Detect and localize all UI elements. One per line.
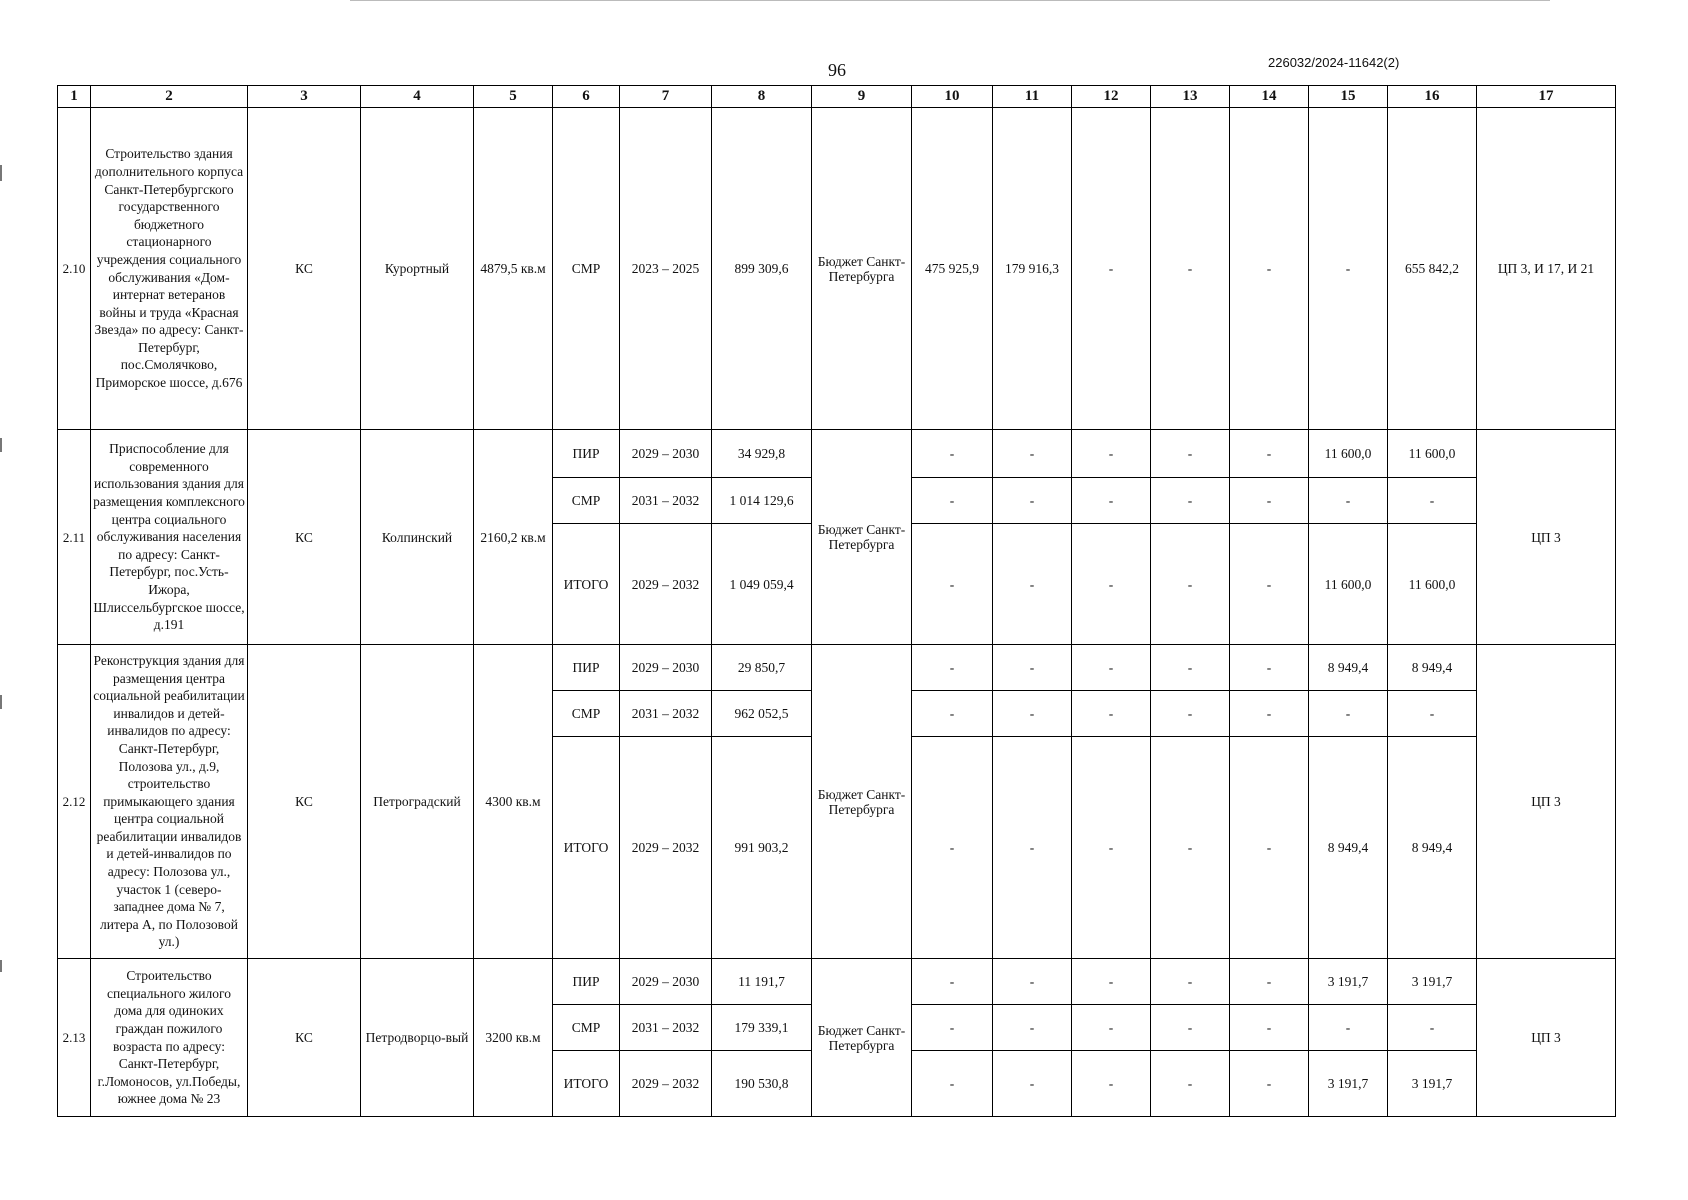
program: ЦП 3, И 17, И 21 — [1477, 108, 1616, 430]
project-name: Приспособление для современного использования здания для размещения комплексного центра социального обслуживания населения по адресу: Санкт-Петербург, пос.Усть-Ижора, Шлиссельбургское шоссе, д.191 — [91, 430, 248, 645]
total-cost: 190 530,8 — [712, 1051, 812, 1117]
amount-13: - — [1151, 524, 1230, 645]
amount-10: - — [912, 1005, 993, 1051]
program: ЦП 3 — [1477, 959, 1616, 1117]
amount-10: - — [912, 524, 993, 645]
amount-12: - — [1072, 1005, 1151, 1051]
project-name: Строительство здания дополнительного корпуса Санкт-Петербургского государственного бюджетного стационарного учреждения социального обслуживания «Дом-интернат ветеранов войны и труда «Красная Звезда» по адресу: Санкт-Петербург, пос.Смолячково, Приморское шоссе, д.676 — [91, 108, 248, 430]
amount-12: - — [1072, 108, 1151, 430]
amount-16: - — [1388, 691, 1477, 737]
document-reference: 226032/2024-11642(2) — [1268, 55, 1400, 70]
amount-12: - — [1072, 524, 1151, 645]
table-header — [58, 86, 1616, 108]
amount-13: - — [1151, 645, 1230, 691]
stage: ПИР — [553, 430, 620, 478]
stage: СМР — [553, 478, 620, 524]
amount-15: - — [1309, 1005, 1388, 1051]
table-row — [58, 430, 1616, 478]
table-row — [58, 108, 1616, 430]
total-cost: 11 191,7 — [712, 959, 812, 1005]
stage: ИТОГО — [553, 1051, 620, 1117]
amount-11: - — [993, 524, 1072, 645]
amount-16: 11 600,0 — [1388, 430, 1477, 478]
project-name: Строительство специального жилого дома для одиноких граждан пожилого возраста по адресу: Санкт-Петербург, г.Ломоносов, ул.Победы, южнее дома № 23 — [91, 959, 248, 1117]
amount-11: - — [993, 645, 1072, 691]
amount-16: 11 600,0 — [1388, 524, 1477, 645]
project-type: КС — [248, 108, 361, 430]
total-cost: 179 339,1 — [712, 1005, 812, 1051]
data-table — [57, 85, 1616, 1117]
amount-16: - — [1388, 478, 1477, 524]
stage: СМР — [553, 108, 620, 430]
stage: ПИР — [553, 645, 620, 691]
total-cost: 29 850,7 — [712, 645, 812, 691]
scan-edge-mark — [0, 165, 2, 181]
amount-10: - — [912, 478, 993, 524]
column-header: 11 — [993, 86, 1072, 108]
amount-14: - — [1230, 430, 1309, 478]
period: 2031 – 2032 — [620, 478, 712, 524]
amount-13: - — [1151, 430, 1230, 478]
amount-13: - — [1151, 959, 1230, 1005]
amount-13: - — [1151, 737, 1230, 959]
district: Петроградский — [361, 645, 474, 959]
amount-14: - — [1230, 645, 1309, 691]
scan-top-edge-line — [350, 0, 1550, 1]
funding-source: Бюджет Санкт-Петербурга — [812, 108, 912, 430]
total-cost: 991 903,2 — [712, 737, 812, 959]
amount-14: - — [1230, 478, 1309, 524]
amount-10: - — [912, 691, 993, 737]
column-header: 16 — [1388, 86, 1477, 108]
period: 2029 – 2032 — [620, 1051, 712, 1117]
capacity: 4300 кв.м — [474, 645, 553, 959]
amount-11: - — [993, 737, 1072, 959]
amount-14: - — [1230, 737, 1309, 959]
project-name: Реконструкция здания для размещения центра социальной реабилитации инвалидов и детей-инвалидов по адресу: Санкт-Петербург, Полозова ул., д.9, строительство примыкающего здания центра социальной реабилитации инвалидов и детей-инвалидов по адресу: Полозова ул., участок 1 (северо-западнее дома № 7, литера А, по Полозовой ул.) — [91, 645, 248, 959]
amount-13: - — [1151, 478, 1230, 524]
scan-edge-mark — [0, 438, 2, 452]
period: 2029 – 2030 — [620, 959, 712, 1005]
amount-13: - — [1151, 691, 1230, 737]
amount-10: - — [912, 430, 993, 478]
amount-12: - — [1072, 737, 1151, 959]
amount-13: - — [1151, 1051, 1230, 1117]
amount-12: - — [1072, 478, 1151, 524]
period: 2029 – 2030 — [620, 645, 712, 691]
amount-11: - — [993, 1051, 1072, 1117]
scan-edge-mark — [0, 960, 2, 972]
amount-15: 3 191,7 — [1309, 1051, 1388, 1117]
stage: СМР — [553, 691, 620, 737]
amount-12: - — [1072, 1051, 1151, 1117]
amount-12: - — [1072, 430, 1151, 478]
capacity: 4879,5 кв.м — [474, 108, 553, 430]
district: Курортный — [361, 108, 474, 430]
column-header: 4 — [361, 86, 474, 108]
amount-11: - — [993, 430, 1072, 478]
column-header: 9 — [812, 86, 912, 108]
amount-15: 11 600,0 — [1309, 430, 1388, 478]
amount-13: - — [1151, 1005, 1230, 1051]
project-type: КС — [248, 645, 361, 959]
project-type: КС — [248, 959, 361, 1117]
amount-12: - — [1072, 959, 1151, 1005]
amount-14: - — [1230, 524, 1309, 645]
funding-source: Бюджет Санкт-Петербурга — [812, 430, 912, 645]
column-header: 10 — [912, 86, 993, 108]
capacity: 2160,2 кв.м — [474, 430, 553, 645]
total-cost: 1 049 059,4 — [712, 524, 812, 645]
period: 2023 – 2025 — [620, 108, 712, 430]
total-cost: 34 929,8 — [712, 430, 812, 478]
amount-10: 475 925,9 — [912, 108, 993, 430]
period: 2029 – 2030 — [620, 430, 712, 478]
amount-14: - — [1230, 691, 1309, 737]
program: ЦП 3 — [1477, 645, 1616, 959]
column-header: 5 — [474, 86, 553, 108]
amount-15: 11 600,0 — [1309, 524, 1388, 645]
amount-14: - — [1230, 959, 1309, 1005]
project-type: КС — [248, 430, 361, 645]
amount-10: - — [912, 737, 993, 959]
column-header: 3 — [248, 86, 361, 108]
amount-16: 3 191,7 — [1388, 959, 1477, 1005]
amount-15: 3 191,7 — [1309, 959, 1388, 1005]
amount-12: - — [1072, 691, 1151, 737]
period: 2031 – 2032 — [620, 691, 712, 737]
stage: СМР — [553, 1005, 620, 1051]
table-body — [58, 108, 1616, 1117]
total-cost: 1 014 129,6 — [712, 478, 812, 524]
amount-15: - — [1309, 478, 1388, 524]
column-header: 12 — [1072, 86, 1151, 108]
column-header: 15 — [1309, 86, 1388, 108]
table-row — [58, 959, 1616, 1005]
amount-11: - — [993, 691, 1072, 737]
total-cost: 962 052,5 — [712, 691, 812, 737]
column-header: 6 — [553, 86, 620, 108]
row-number: 2.13 — [58, 959, 91, 1117]
amount-16: - — [1388, 1005, 1477, 1051]
column-header: 14 — [1230, 86, 1309, 108]
period: 2029 – 2032 — [620, 737, 712, 959]
amount-11: 179 916,3 — [993, 108, 1072, 430]
amount-11: - — [993, 1005, 1072, 1051]
amount-12: - — [1072, 645, 1151, 691]
district: Колпинский — [361, 430, 474, 645]
amount-11: - — [993, 478, 1072, 524]
scan-edge-mark — [0, 695, 2, 709]
amount-15: - — [1309, 108, 1388, 430]
amount-16: 8 949,4 — [1388, 737, 1477, 959]
column-header: 17 — [1477, 86, 1616, 108]
period: 2029 – 2032 — [620, 524, 712, 645]
amount-10: - — [912, 1051, 993, 1117]
amount-10: - — [912, 645, 993, 691]
table-row — [58, 645, 1616, 691]
amount-10: - — [912, 959, 993, 1005]
amount-16: 3 191,7 — [1388, 1051, 1477, 1117]
period: 2031 – 2032 — [620, 1005, 712, 1051]
page-number: 96 — [828, 60, 846, 80]
column-header: 2 — [91, 86, 248, 108]
amount-13: - — [1151, 108, 1230, 430]
amount-15: 8 949,4 — [1309, 645, 1388, 691]
capacity: 3200 кв.м — [474, 959, 553, 1117]
column-header: 13 — [1151, 86, 1230, 108]
total-cost: 899 309,6 — [712, 108, 812, 430]
amount-15: - — [1309, 691, 1388, 737]
funding-source: Бюджет Санкт-Петербурга — [812, 645, 912, 959]
amount-11: - — [993, 959, 1072, 1005]
amount-14: - — [1230, 108, 1309, 430]
program: ЦП 3 — [1477, 430, 1616, 645]
row-number: 2.11 — [58, 430, 91, 645]
district: Петродворцо-вый — [361, 959, 474, 1117]
amount-14: - — [1230, 1051, 1309, 1117]
stage: ИТОГО — [553, 524, 620, 645]
amount-16: 655 842,2 — [1388, 108, 1477, 430]
header-row — [58, 86, 1616, 108]
column-header: 7 — [620, 86, 712, 108]
stage: ИТОГО — [553, 737, 620, 959]
funding-source: Бюджет Санкт-Петербурга — [812, 959, 912, 1117]
stage: ПИР — [553, 959, 620, 1005]
column-header: 8 — [712, 86, 812, 108]
amount-15: 8 949,4 — [1309, 737, 1388, 959]
column-header: 1 — [58, 86, 91, 108]
amount-16: 8 949,4 — [1388, 645, 1477, 691]
amount-14: - — [1230, 1005, 1309, 1051]
row-number: 2.10 — [58, 108, 91, 430]
row-number: 2.12 — [58, 645, 91, 959]
